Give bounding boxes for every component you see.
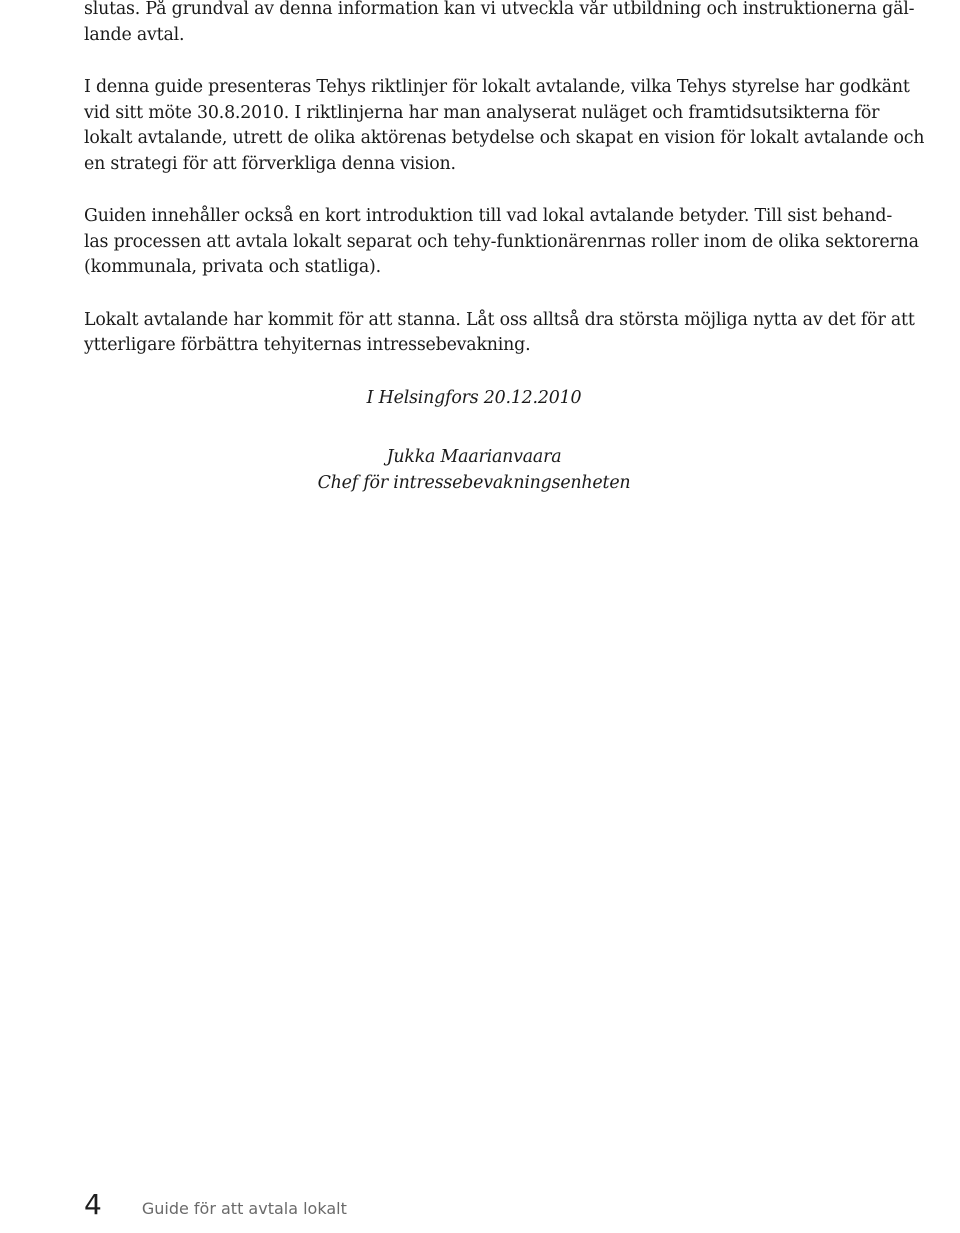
text-line: (kommunala, privata och statliga).	[84, 257, 381, 277]
signatory-role: Chef för intressebevakningsenheten	[317, 472, 631, 493]
text-line: ytterligare förbättra tehyiternas intressebevakning.	[84, 335, 531, 355]
text-line: lande avtal.	[84, 24, 185, 45]
paragraph-4	[84, 308, 915, 359]
text-line: lokalt avtalande, utrett de olika aktörenas betydelse och skapat en vision för lokalt avtalande och	[84, 128, 925, 148]
signatory-name: Jukka Maarianvaara	[386, 447, 562, 467]
footer-title: Guide för att avtala lokalt	[141, 1199, 347, 1218]
signature-block	[84, 386, 864, 497]
text-line: Lokalt avtalande har kommit för att stanna. Låt oss alltså dra största möjliga nytta av det för att	[84, 309, 915, 330]
paragraph-1	[84, 0, 915, 48]
paragraph-3	[84, 204, 919, 281]
text-line: slutas. På grundval av denna information kan vi utveckla vår utbildning och instruktionerna gäl-	[84, 0, 915, 19]
paragraph-2	[84, 75, 925, 177]
page-footer	[84, 1185, 347, 1225]
page-number: 4	[84, 1188, 102, 1221]
text-line: en strategi för att förverkliga denna vision.	[84, 153, 456, 174]
text-line: Guiden innehåller också en kort introduktion till vad lokal avtalande betyder. Till sist behand-	[84, 206, 893, 226]
text-line: las processen att avtala lokalt separat och tehy-funktionärenrnas roller inom de olika sektorerna	[84, 231, 919, 252]
place-and-date: I Helsingfors 20.12.2010	[366, 387, 582, 408]
text-line: vid sitt möte 30.8.2010. I riktlinjerna har man analyserat nuläget och framtidsutsikterna för	[84, 102, 880, 123]
text-line: I denna guide presenteras Tehys riktlinjer för lokalt avtalande, vilka Tehys styrelse har godkänt	[84, 77, 910, 97]
body-text	[84, 0, 925, 496]
